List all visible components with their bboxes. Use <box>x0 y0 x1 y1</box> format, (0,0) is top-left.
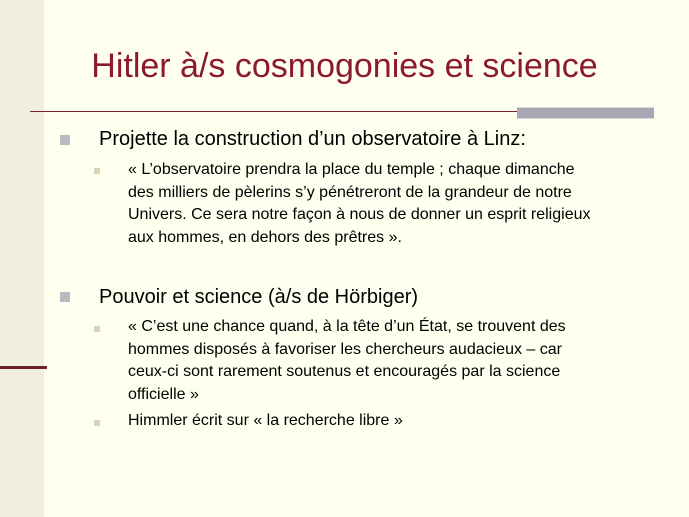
decorative-gray-bar <box>517 107 654 119</box>
quote-line: officielle » <box>128 385 199 403</box>
quote-observatory <box>128 159 590 249</box>
quote-line: aux hommes, en dehors des prêtres ». <box>128 228 402 246</box>
title-underline <box>30 111 522 112</box>
quote-science <box>128 316 566 406</box>
quote-line: « C’est une chance quand, à la tête d’un État, se trouvent des <box>128 318 566 335</box>
sub-bullet-icon <box>94 168 100 174</box>
bullet-point-1: Projette la construction d’un observatoire à Linz: <box>99 128 526 150</box>
slide-title: Hitler à/s cosmogonies et science <box>91 47 598 85</box>
quote-line: ceux-ci sont rarement soutenus et encouragés par la science <box>128 363 561 380</box>
himmler-note <box>128 410 403 433</box>
left-accent-line <box>0 366 47 369</box>
sub-bullet-icon <box>94 326 100 332</box>
quote-line: « L’observatoire prendra la place du temple ; chaque dimanche <box>128 161 575 178</box>
quote-line: Univers. Ce sera notre façon à nous de donner un esprit religieux <box>128 206 591 223</box>
quote-line: hommes disposés à favoriser les chercheurs audacieux – car <box>128 340 562 358</box>
note-line: Himmler écrit sur « la recherche libre » <box>128 412 403 429</box>
quote-line: des milliers de pèlerins s’y pénétreront de la grandeur de notre <box>128 183 572 201</box>
sub-bullet-icon <box>94 420 100 426</box>
bullet-point-2: Pouvoir et science (à/s de Hörbiger) <box>99 286 419 308</box>
square-bullet-icon <box>60 292 70 302</box>
square-bullet-icon <box>60 135 70 145</box>
